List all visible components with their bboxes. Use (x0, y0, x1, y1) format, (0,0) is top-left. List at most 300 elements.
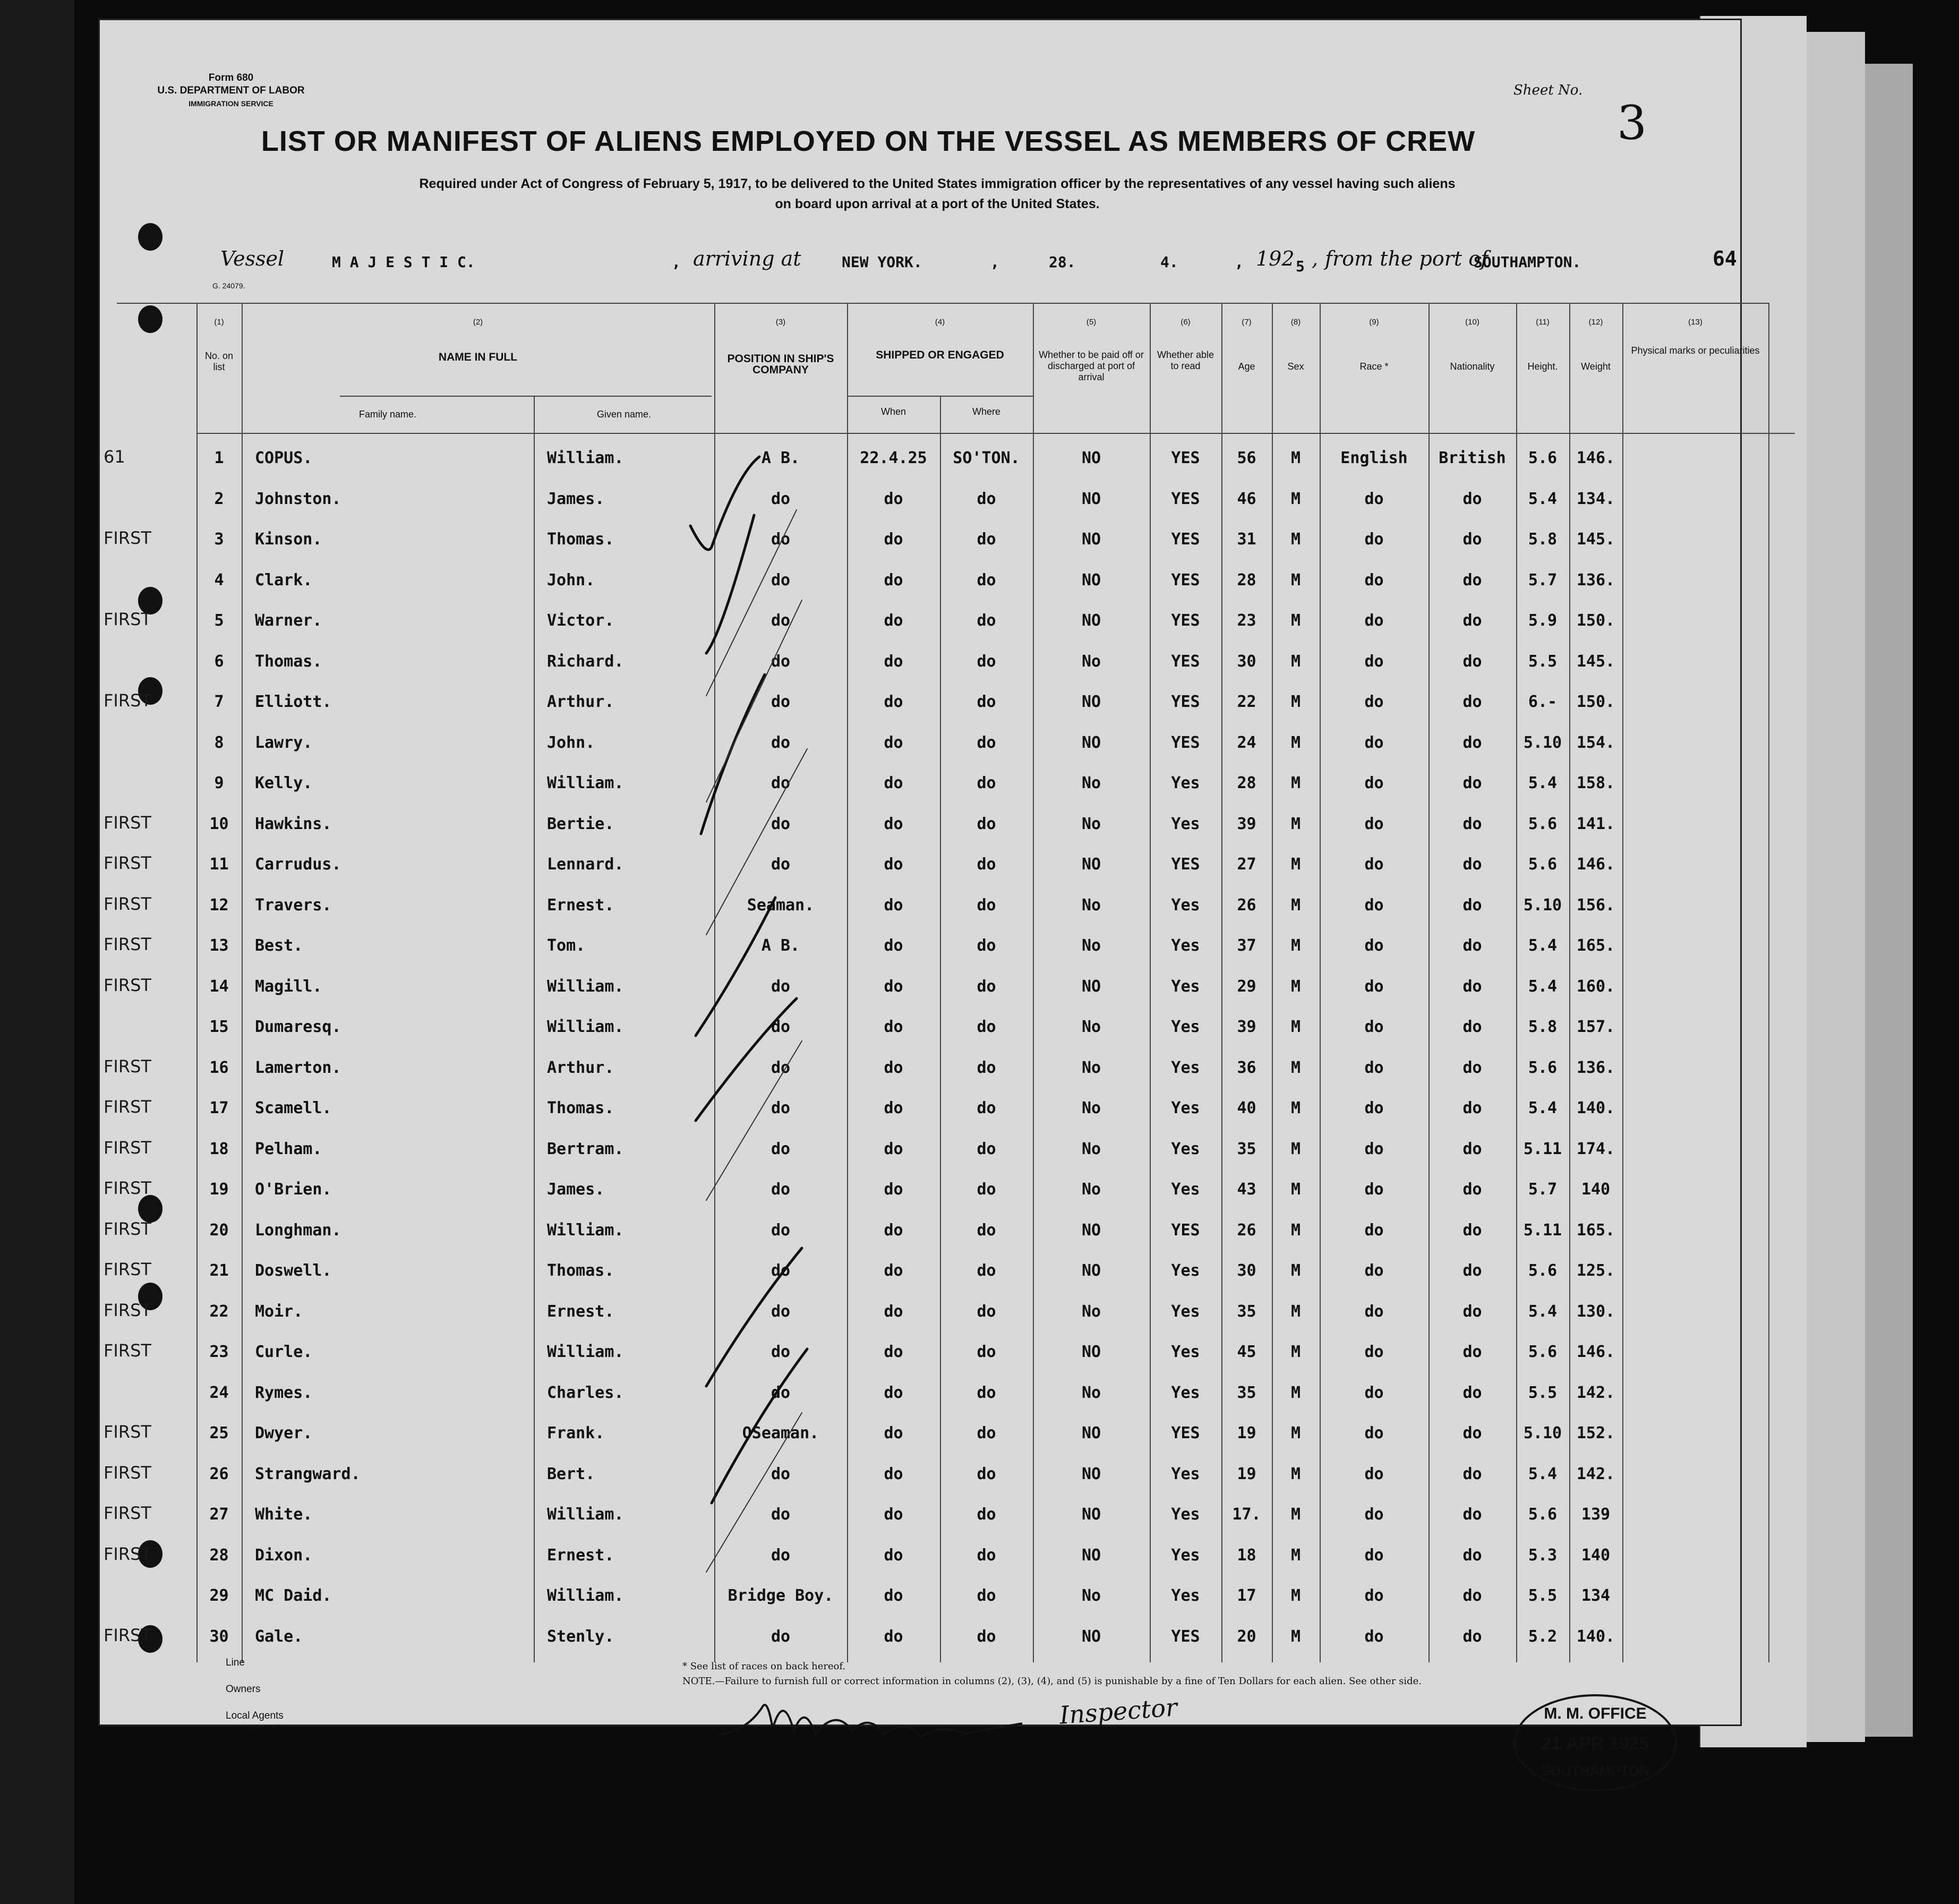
cell-height: 5.4 (1528, 977, 1558, 996)
cell-race: do (1364, 530, 1384, 549)
cell-where: do (977, 1464, 996, 1483)
col-num: (2) (473, 318, 483, 327)
cell-position: do (771, 652, 791, 671)
table-row (104, 1129, 1768, 1169)
table-row (104, 804, 1768, 844)
cell-age: 27 (1237, 855, 1256, 874)
cell-read: YES (1171, 1220, 1200, 1240)
cell-race: do (1364, 1099, 1384, 1117)
cell-paid: No (1081, 1180, 1101, 1199)
cell-when: do (884, 1139, 903, 1158)
cell-weight: 125. (1576, 1261, 1615, 1280)
margin-note: FIRST (104, 528, 151, 548)
cell-race: do (1364, 1139, 1384, 1158)
cell-paid: No (1081, 1586, 1101, 1605)
subtitle-line-1: Required under Act of Congress of February 5, 1917, to be delivered to the United States immigration officer by the representatives of any vessel having such aliens (419, 176, 1456, 191)
signature (714, 1686, 1033, 1761)
form-number: Form 680 (208, 72, 254, 83)
cell-height: 5.4 (1528, 1464, 1558, 1483)
margin-note: FIRST (104, 1218, 151, 1239)
cell-nat: do (1462, 1383, 1482, 1402)
cell-family: Clark. (255, 570, 313, 590)
col-race: Race * (1359, 361, 1389, 372)
cell-sex: M (1290, 1505, 1301, 1524)
cell-read: YES (1171, 1627, 1200, 1646)
cell-race: do (1364, 1018, 1384, 1036)
cell-race: do (1364, 1220, 1384, 1240)
table-row (104, 1169, 1768, 1210)
cell-race: do (1364, 733, 1384, 752)
cell-family: Lawry. (255, 733, 313, 752)
sheet-number: 3 (1617, 96, 1647, 150)
cell-race: do (1364, 1546, 1384, 1565)
cell-when: do (884, 895, 903, 915)
cell-given: Ernest. (547, 1302, 614, 1321)
cell-no: 30 (209, 1627, 229, 1646)
cell-sex: M (1290, 936, 1301, 955)
table-row (104, 885, 1768, 926)
cell-read: Yes (1171, 1180, 1200, 1199)
cell-when: do (884, 733, 903, 752)
margin-note: FIRST (104, 934, 151, 954)
cell-when: do (884, 530, 903, 549)
cell-nat: do (1462, 1586, 1482, 1605)
header-rule (196, 433, 1795, 434)
cell-race: do (1364, 1586, 1384, 1605)
col-able-to-read: Whether able to read (1157, 349, 1214, 371)
cell-when: do (884, 1302, 903, 1321)
cell-nat: do (1462, 1424, 1482, 1442)
cell-position: do (771, 1018, 791, 1036)
cell-when: do (884, 1627, 903, 1646)
cell-position: do (771, 1546, 791, 1565)
cell-given: James. (547, 489, 605, 508)
col-physical-marks: Physical marks or peculiarities (1631, 345, 1760, 356)
cell-height: 5.4 (1528, 1302, 1558, 1321)
cell-no: 23 (209, 1343, 229, 1361)
cell-given: William. (547, 1343, 624, 1361)
cell-weight: 150. (1576, 611, 1615, 630)
cell-race: do (1364, 1424, 1384, 1442)
cell-nat: do (1462, 1220, 1482, 1240)
cell-family: Hawkins. (255, 814, 332, 833)
margin-note: FIRST (104, 853, 151, 873)
cell-family: Best. (255, 936, 303, 955)
col-num: (7) (1242, 318, 1252, 327)
subtitle-line-2: on board upon arrival at a port of the United States. (775, 197, 1100, 211)
cell-where: do (977, 1018, 996, 1036)
table-row (104, 438, 1768, 479)
cell-paid: NO (1081, 1546, 1101, 1565)
cell-height: 5.11 (1523, 1139, 1562, 1158)
cell-no: 18 (209, 1139, 229, 1158)
cell-where: do (977, 1424, 996, 1442)
cell-weight: 165. (1576, 936, 1615, 955)
cell-where: do (977, 1139, 996, 1158)
cell-no: 19 (209, 1180, 229, 1199)
cell-sex: M (1290, 977, 1301, 996)
cell-race: do (1364, 774, 1384, 792)
cell-nat: do (1462, 693, 1482, 711)
table-row (104, 1535, 1768, 1576)
cell-no: 2 (214, 489, 224, 508)
cell-read: Yes (1171, 814, 1200, 833)
cell-where: do (977, 1546, 996, 1565)
cell-read: Yes (1171, 936, 1200, 955)
cell-paid: No (1081, 774, 1101, 792)
col-num: (12) (1588, 318, 1603, 327)
cell-where: do (977, 733, 996, 752)
margin-note: FIRST (104, 975, 151, 995)
cell-weight: 146. (1576, 449, 1615, 467)
cell-family: Warner. (255, 611, 322, 630)
cell-position: A B. (761, 449, 800, 467)
footer-owners-label: Owners (226, 1684, 261, 1695)
cell-sex: M (1290, 1383, 1301, 1402)
cell-height: 5.6 (1528, 1505, 1558, 1524)
form-identifier (143, 72, 319, 110)
cell-given: Ernest. (547, 1546, 614, 1565)
cell-read: Yes (1171, 895, 1200, 915)
cell-no: 13 (209, 936, 229, 955)
cell-sex: M (1290, 570, 1301, 590)
cell-given: Thomas. (547, 1261, 614, 1280)
cell-position: do (771, 977, 791, 996)
cell-race: do (1364, 1058, 1384, 1077)
cell-given: William. (547, 1586, 624, 1605)
cell-age: 24 (1237, 733, 1256, 752)
ticket-code: G. 24079. (212, 281, 245, 290)
cell-sex: M (1290, 1058, 1301, 1077)
cell-age: 20 (1237, 1627, 1256, 1646)
col-num: (1) (214, 318, 224, 327)
cell-when: do (884, 611, 903, 630)
check-marks (674, 377, 876, 1599)
cell-weight: 140 (1581, 1180, 1611, 1199)
cell-where: do (977, 774, 996, 792)
cell-when: do (884, 1586, 903, 1605)
cell-where: do (977, 855, 996, 874)
cell-no: 7 (214, 693, 224, 711)
cell-when: do (884, 1343, 903, 1361)
cell-where: do (977, 693, 996, 711)
cell-position: do (771, 855, 791, 874)
cell-height: 5.6 (1528, 449, 1558, 467)
cell-sex: M (1290, 1139, 1301, 1158)
arriving-label: arriving at (693, 247, 801, 270)
cell-nat: do (1462, 936, 1482, 955)
cell-family: Elliott. (255, 693, 332, 711)
cell-when: do (884, 1424, 903, 1442)
cell-weight: 145. (1576, 652, 1615, 671)
cell-paid: No (1081, 652, 1101, 671)
table-row (196, 763, 1768, 804)
cell-race: do (1364, 570, 1384, 590)
col-no-on-list: No. on list (204, 351, 234, 372)
cell-sex: M (1290, 489, 1301, 508)
cell-age: 35 (1237, 1383, 1256, 1402)
cell-nat: do (1462, 1464, 1482, 1483)
cell-age: 40 (1237, 1099, 1256, 1117)
cell-nat: do (1462, 1139, 1482, 1158)
cell-where: do (977, 570, 996, 590)
cell-when: do (884, 936, 903, 955)
cell-weight: 140. (1576, 1627, 1615, 1646)
cell-given: Bertie. (547, 814, 614, 833)
cell-family: Kinson. (255, 530, 322, 549)
col-sex: Sex (1287, 361, 1304, 372)
cell-no: 21 (209, 1261, 229, 1280)
cell-where: do (977, 1261, 996, 1280)
cell-sex: M (1290, 1180, 1301, 1199)
cell-position: do (771, 1627, 791, 1646)
cell-paid: NO (1081, 1261, 1101, 1280)
cell-race: do (1364, 936, 1384, 955)
footnote-penalty: NOTE.—Failure to furnish full or correct information in columns (2), (3), (4), and (5) is punishable by a fine of Ten Dollars for each alien. See other side. (682, 1676, 1422, 1687)
cell-when: do (884, 1099, 903, 1117)
cell-given: Victor. (547, 611, 614, 630)
cell-nat: do (1462, 814, 1482, 833)
cell-given: Thomas. (547, 1099, 614, 1117)
margin-note: FIRST (104, 1259, 151, 1279)
cell-family: White. (255, 1505, 313, 1524)
punch-hole (138, 223, 162, 251)
cell-read: Yes (1171, 1058, 1200, 1077)
cell-age: 31 (1237, 530, 1256, 549)
table-row (104, 926, 1768, 966)
cell-nat: do (1462, 530, 1482, 549)
cell-paid: No (1081, 895, 1101, 915)
table-row (104, 1332, 1768, 1372)
cell-height: 5.4 (1528, 774, 1558, 792)
table-row (104, 601, 1768, 641)
cell-sex: M (1290, 530, 1301, 549)
cell-read: Yes (1171, 774, 1200, 792)
cell-paid: NO (1081, 611, 1101, 630)
office-stamp (1513, 1694, 1677, 1791)
cell-read: YES (1171, 652, 1200, 671)
cell-family: Carrudus. (255, 855, 341, 874)
cell-paid: No (1081, 1302, 1101, 1321)
cell-given: Ernest. (547, 895, 614, 915)
comma: , (1312, 247, 1319, 270)
cell-family: Doswell. (255, 1261, 332, 1280)
cell-no: 28 (209, 1546, 229, 1565)
cell-nat: do (1462, 895, 1482, 915)
cell-race: do (1364, 855, 1384, 874)
cell-height: 5.4 (1528, 1099, 1558, 1117)
col-shipped: SHIPPED OR ENGAGED (876, 349, 1004, 361)
cell-position: do (771, 1302, 791, 1321)
col-num: (4) (935, 318, 945, 327)
cell-race: English (1340, 449, 1408, 467)
cell-paid: No (1081, 814, 1101, 833)
margin-note: FIRST (104, 1341, 151, 1361)
cell-given: William. (547, 977, 624, 996)
cell-race: do (1364, 693, 1384, 711)
footnote-races: * See list of races on back hereof. (682, 1661, 846, 1672)
cell-family: Curle. (255, 1343, 313, 1361)
cell-when: do (884, 489, 903, 508)
cell-no: 10 (209, 814, 229, 833)
cell-race: do (1364, 814, 1384, 833)
margin-note: FIRST (104, 1097, 151, 1117)
cell-family: Dixon. (255, 1546, 313, 1565)
cell-read: YES (1171, 570, 1200, 590)
col-weight: Weight (1581, 361, 1611, 372)
cell-weight: 156. (1576, 895, 1615, 915)
table-row (104, 1495, 1768, 1535)
cell-given: Frank. (547, 1424, 605, 1442)
margin-note: FIRST (104, 1625, 151, 1645)
cell-position: OSeaman. (742, 1424, 819, 1442)
cell-paid: NO (1081, 977, 1101, 996)
cell-no: 8 (214, 733, 224, 752)
cell-paid: NO (1081, 530, 1101, 549)
cell-paid: NO (1081, 855, 1101, 874)
cell-given: Stenly. (547, 1627, 614, 1646)
cell-given: William. (547, 774, 624, 792)
cell-where: do (977, 1180, 996, 1199)
cell-where: do (977, 530, 996, 549)
cell-given: Lennard. (547, 855, 624, 874)
cell-read: Yes (1171, 1302, 1200, 1321)
manifest-sheet (98, 19, 1760, 1779)
margin-note: FIRST (104, 609, 151, 629)
cell-paid: No (1081, 1018, 1101, 1036)
col-position: POSITION IN SHIP'S COMPANY (727, 353, 834, 376)
cell-height: 5.7 (1528, 570, 1558, 590)
col-num: (10) (1465, 318, 1479, 327)
cell-nat: do (1462, 1261, 1482, 1280)
cell-age: 28 (1237, 570, 1256, 590)
col-nationality: Nationality (1450, 361, 1495, 372)
cell-nat: do (1462, 489, 1482, 508)
footer-agents-label: Local Agents (226, 1710, 284, 1721)
cell-no: 5 (214, 611, 224, 630)
cell-given: William. (547, 1220, 624, 1240)
stamp-top: M. M. OFFICE (1544, 1705, 1647, 1722)
cell-weight: 141. (1576, 814, 1615, 833)
cell-nat: do (1462, 774, 1482, 792)
cell-read: Yes (1171, 977, 1200, 996)
cell-height: 5.4 (1528, 489, 1558, 508)
cell-position: do (771, 1505, 791, 1524)
cell-sex: M (1290, 1464, 1301, 1483)
margin-note: FIRST (104, 1137, 151, 1158)
cell-paid: NO (1081, 449, 1101, 467)
cell-when: do (884, 652, 903, 671)
cell-age: 30 (1237, 652, 1256, 671)
margin-note: 61 (104, 447, 125, 467)
cell-where: do (977, 977, 996, 996)
cell-weight: 174. (1576, 1139, 1615, 1158)
arrival-port: NEW YORK. (842, 253, 922, 271)
cell-family: O'Brien. (255, 1180, 332, 1199)
cell-height: 5.10 (1523, 1424, 1562, 1442)
table-row (104, 844, 1768, 885)
cell-sex: M (1290, 774, 1301, 792)
cell-given: William. (547, 1505, 624, 1524)
cell-position: do (771, 1220, 791, 1240)
cell-position: do (771, 1058, 791, 1077)
cell-paid: NO (1081, 489, 1101, 508)
cell-sex: M (1290, 1586, 1301, 1605)
arrival-month: 4. (1160, 253, 1178, 271)
cell-weight: 136. (1576, 1058, 1615, 1077)
margin-note: FIRST (104, 1056, 151, 1077)
cell-paid: NO (1081, 733, 1101, 752)
cell-no: 27 (209, 1505, 229, 1524)
cell-position: do (771, 774, 791, 792)
cell-weight: 140 (1581, 1546, 1611, 1565)
subtitle (242, 174, 1633, 214)
cell-no: 24 (209, 1383, 229, 1402)
year-suffix: 5 (1296, 258, 1305, 275)
cell-sex: M (1290, 855, 1301, 874)
cell-weight: 139 (1581, 1505, 1611, 1524)
cell-when: do (884, 693, 903, 711)
cell-when: do (884, 1383, 903, 1402)
cell-paid: No (1081, 1383, 1101, 1402)
cell-where: do (977, 814, 996, 833)
cell-no: 15 (209, 1018, 229, 1036)
col-num: (9) (1369, 318, 1379, 327)
cell-when: do (884, 1546, 903, 1565)
cell-age: 29 (1237, 977, 1256, 996)
cell-age: 43 (1237, 1180, 1256, 1199)
margin-note: FIRST (104, 1178, 151, 1198)
col-given-name: Given name. (596, 409, 652, 420)
cell-age: 46 (1237, 489, 1256, 508)
cell-weight: 145. (1576, 530, 1615, 549)
cell-family: Kelly. (255, 774, 313, 792)
cell-nat: do (1462, 977, 1482, 996)
cell-given: Arthur. (547, 693, 614, 711)
cell-where: do (977, 1343, 996, 1361)
cell-position: do (771, 489, 791, 508)
cell-given: William. (547, 449, 624, 467)
cell-race: do (1364, 895, 1384, 915)
cell-age: 26 (1237, 1220, 1256, 1240)
table-row (196, 723, 1768, 763)
cell-given: Bert. (547, 1464, 595, 1483)
cell-position: do (771, 1180, 791, 1199)
cell-given: William. (547, 1018, 624, 1036)
cell-race: do (1364, 1464, 1384, 1483)
col-family-name: Family name. (358, 409, 417, 420)
cell-age: 45 (1237, 1343, 1256, 1361)
margin-note: FIRST (104, 1422, 151, 1442)
cell-read: Yes (1171, 1586, 1200, 1605)
page-title: LIST OR MANIFEST OF ALIENS EMPLOYED ON THE VESSEL AS MEMBERS OF CREW (261, 125, 1476, 157)
cell-no: 17 (209, 1099, 229, 1117)
cell-position: do (771, 693, 791, 711)
margin-note: FIRST (104, 812, 151, 833)
cell-height: 5.8 (1528, 530, 1558, 549)
cell-no: 9 (214, 774, 224, 792)
col-height: Height. (1527, 361, 1558, 372)
cell-family: Magill. (255, 977, 322, 996)
cell-sex: M (1290, 1546, 1301, 1565)
cell-weight: 130. (1576, 1302, 1615, 1321)
cell-where: SO'TON. (953, 449, 1020, 467)
vessel-label: Vessel (220, 247, 285, 270)
cell-paid: No (1081, 936, 1101, 955)
cell-race: do (1364, 1383, 1384, 1402)
cell-position: do (771, 814, 791, 833)
cell-paid: No (1081, 1058, 1101, 1077)
